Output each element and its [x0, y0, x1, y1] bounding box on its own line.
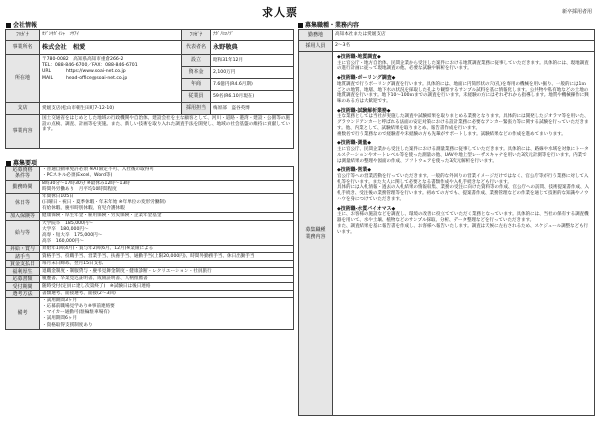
recruit-row	[6, 298, 294, 329]
document-title: 求人票	[262, 6, 298, 19]
rep-name-label: 代表者名	[182, 41, 211, 55]
recruit-row-label: 福利厚生	[6, 268, 40, 276]
job-table	[298, 29, 595, 416]
square-bullet-icon	[6, 161, 11, 166]
duty-item	[337, 54, 590, 72]
capital-label: 資本金	[182, 67, 211, 79]
recruit-row-line: 昇給年1回(4月)・賞与年2回(6月、12月)※業績による	[42, 246, 154, 252]
recruit-section-heading: 募集要項	[6, 158, 37, 167]
recruit-row-line: 履歴書、卒業見込証明書、成績証明書、人柄推薦書	[42, 276, 148, 282]
address-label: 所在地	[6, 55, 40, 103]
count-label: 採用人員	[299, 41, 333, 52]
recruit-row	[6, 268, 294, 276]
duty-body: 主に、お客様の施設などを調査し、環境の改善に役立てていただく業務となっています。具体的には、当社の保有する調査機器を用いて、水や土壌、植物などのサンプル採取、分析、データ整理などを行っていただきます。 また、調査結果を基に報告書を作成し、お客様へ報告いたします。調査は天候に左右されるため、スケジュール調整なども行います。	[337, 212, 589, 235]
company-section-heading: 会社情報	[6, 20, 37, 29]
duty-item	[337, 140, 590, 164]
revenue-label: 年商	[182, 79, 211, 91]
branch-label: 支店	[6, 103, 40, 115]
recruit-row-value	[40, 253, 294, 261]
form-type-label: 新卒採用者用	[561, 9, 592, 15]
duty-item	[337, 167, 590, 202]
employees-label: 従業員	[182, 91, 211, 103]
recruit-row-value	[40, 268, 294, 276]
recruit-row	[6, 193, 294, 212]
duty-body: 地質調査で行うボーリング調査を行います。具体的には、地面に円筒形状の穴(孔)を専用の機械を用い掘り、一般的には1ｍごとの地質、地層、地下水の状況を採取した孔より観察するサンプル試料を基に情報化します。公共物や私有地などの土地の地質調査を行います。地下10～100ｍまでの調査を行います。未経験の方にはそれぞれから指導します。地質や機械操作に興味のある方は大歓迎です。	[337, 81, 589, 104]
duties-list	[335, 53, 592, 239]
recruit-row-line: ・試用期間3ヶ月	[42, 298, 78, 304]
duty-heading: ◆技術職-ボーリング調査◆	[337, 75, 396, 82]
duty-heading: ◆技術職-地質調査◆	[337, 54, 381, 60]
recruit-row-label: 選考方法	[6, 290, 40, 298]
recruit-row-line: 資格手当、役職手当、営業手当、扶養手当、通勤手当(上限20,000円)、時間外勤務手当、休日出勤手当	[42, 253, 255, 259]
duties-label	[299, 52, 333, 416]
recruit-row-line: ・応募前職場見学あり※事前連絡要	[42, 304, 115, 310]
duty-body: 主な業務としては当社が実施した調査や試験結果を取りまとめる業務となります。具体的には開発したジオラマ等を用いた、グラウンドアンカーと呼ばれる法面の安定対策における設計業務に必要なアンカー緊張力等に関する試験を行っていただきます。他、内業として、試験結果を取りまとめ、報告書作成を行います。 複数名で行う業務なので経験者や未経験の方も先輩がサポートします。試験結果などの作成を進めてまいります。	[337, 114, 589, 137]
recruit-row-value	[40, 275, 294, 283]
recruit-row-label: 受付期間	[6, 283, 40, 291]
recruit-row-line: 健康保険・厚生年金・雇用保険・労災保険・企業年金基金	[42, 213, 162, 219]
recruit-row	[6, 283, 294, 291]
recruit-row-label: 諸手当	[6, 253, 40, 261]
job-section-heading: 募集職種・業務内容	[298, 20, 359, 29]
company-furigana: ｶﾌﾞｼｷｶﾞｲｼｬ ｿｳｱｲ	[40, 30, 182, 41]
recruit-row-line: 高専・短大卒 175,000円～	[42, 232, 103, 238]
recruit-row-label: 勤務時間	[6, 180, 40, 193]
postal-address: 〒780-0082 高知県高知市重倉266-2	[42, 57, 124, 62]
company-info-table	[5, 29, 294, 149]
duties-cell	[333, 52, 595, 416]
recruit-row-label: 賃金支払日	[6, 260, 40, 268]
duty-item	[337, 75, 590, 105]
recruit-row-label: 昇給・賞与	[6, 245, 40, 253]
company-name: 株式会社 相愛	[40, 41, 182, 55]
recruit-row	[6, 290, 294, 298]
founded-label: 設立	[182, 55, 211, 67]
company-mail[interactable]: head-office@soai-net.co.jp	[66, 75, 128, 81]
recruit-row	[6, 220, 294, 245]
recruit-row-line: 高卒 160,000円～	[42, 238, 84, 244]
recruit-row-line: ・資格取得支援制度あり	[42, 322, 93, 328]
duty-body: 官公庁等への営業活動を行っていただきます。一般的な外回りの営業イメージだけではなく、官公庁等が行う業務に対して入札等を行います。また大人に関して必要となる書類作成や入札手続きなども行います。 具体的には入札情報・過去の入札結果の情報収集、業務の受注に向けた資料等の作成、官公庁への訪問、技術提案書作成、入札手続き、受注後の業務管理等を行います。初めての方でも、提案書作成、業務管理などの作業を通じて技術的な知識やノウハウを身につけていただきます。	[337, 173, 589, 202]
count-value: 2～3名	[333, 41, 595, 52]
employees-value: 59名(R6.10月現在)	[211, 91, 294, 103]
recruit-row-line: ・試用期間6ヶ月	[42, 316, 78, 322]
recruit-row	[6, 260, 294, 268]
revenue-value: 7.6億円(R4.6月期)	[211, 79, 294, 91]
recruit-row-line: 随時受付(定員に達し次第終了) ※試験日は後日連絡	[42, 283, 151, 289]
location-value: 高知本社または愛媛支店	[333, 30, 595, 41]
rep-name: 永野敬典	[211, 41, 294, 55]
manager-value: 梅原部 盗谷英博	[211, 103, 294, 115]
recruit-row	[6, 275, 294, 283]
company-furigana-label: ﾌﾘｶﾞﾅ	[6, 30, 40, 41]
rep-furigana: ﾅｶﾞﾉﾋﾛﾉﾌﾞ	[211, 30, 294, 41]
business-description: 国土交通省をはじめとした地域の行政機関や自治体、建設会社を主な顧客として、河川・道路・港湾・建設・公園等の施設の点検、調査、計画等を実施。また、新しい技術を取り入れた調査手法を開発し、地域の社会基盤の維持に貢献しています。	[40, 115, 294, 149]
recruit-row-value	[40, 260, 294, 268]
recruit-row-line: ・マイカー通勤可(駐輪駐車場有)	[42, 310, 110, 316]
recruit-table	[5, 166, 294, 330]
recruit-row-line: 有給休暇、慶弔時別休暇、育児介護休暇	[42, 206, 125, 212]
recruit-row-line: ・PCスキル必須(Excel、Word等)	[42, 173, 113, 179]
recruit-row	[6, 213, 294, 221]
recruit-row-line: 時間外労働あり 月平均10時間程度	[42, 186, 117, 192]
recruit-row-line: ・普通自動車免許必須 ※AT限定不可、入社後の取得可	[42, 167, 154, 173]
business-label: 事業内容	[6, 115, 40, 149]
duty-heading: ◆技術職-水質パイオマス◆	[337, 205, 396, 212]
location-label: 勤務地	[299, 30, 333, 41]
recruit-row-label: 給与等	[6, 220, 40, 245]
recruit-row-line: 書類選考、面接選考、面接(2～3回)	[42, 291, 116, 297]
recruit-row-label: 備考	[6, 298, 40, 329]
recruit-row-line: 大学卒 180,000円～	[42, 226, 89, 232]
recruit-row-value	[40, 290, 294, 298]
duty-body: 主に官公庁・地方自治体、民間企業から受注した案件における地質調査業務に従事していただきます。具体的には、現地調査の進行計画に従って現地調査の他、必要な試験や解析を行います。	[337, 60, 589, 72]
mail-line: MAIL head-office@soai-net.co.jp	[42, 75, 128, 81]
recruit-row-value	[40, 298, 294, 329]
duties-label-text: 募集職種 業務内容	[305, 227, 326, 240]
recruit-row	[6, 167, 294, 181]
recruit-row-line: 8時30分～17時30分 ※最休み12時～13時	[42, 180, 130, 186]
recruit-row-line: (日曜日・祝日・夏季休暇・年末年始 ※年単位の変形労働制)	[42, 200, 166, 206]
recruit-row-label: 休日等	[6, 193, 40, 212]
recruit-row-value	[40, 193, 294, 212]
capital-value: 2,100万円	[211, 67, 294, 79]
recruit-row-value	[40, 283, 294, 291]
url-line: URL https://www.soai-net.co.jp	[42, 69, 126, 75]
recruit-row-line: 毎月末日締め、翌月15日支払	[42, 261, 103, 267]
recruit-row-value	[40, 167, 294, 181]
duty-body: 主に官公庁、民間企業から受注した案件における測量業務に従事していただきます。具体的には、路線や水域を対象にトータルステーションやオートレベル等を使った測量の他、UAVや地上型レーザスキャナを用いた3次元計測等を行います。内業では測量結果の整理や図面の作成、ソフトウェアを使った3次元解析を行います。	[337, 147, 589, 164]
tel-fax: TEL：088-846-6700／FAX：088-846-6701	[42, 63, 138, 69]
company-name-label: 事業所名	[6, 41, 40, 55]
duty-heading: ◆技術職-試験解析業務◆	[337, 107, 391, 114]
founded-value: 昭和31年12月	[211, 55, 294, 67]
address-block	[40, 55, 182, 103]
duty-heading: ◆技術職-営業◆	[337, 167, 372, 174]
duty-item	[337, 108, 590, 138]
recruit-row-line: 退職金制度・制服貸与・慶弔見舞金制度・健康診断・レクリエーション・社員旅行	[42, 268, 212, 274]
square-bullet-icon	[6, 23, 11, 28]
duty-heading: ◆技術職-測量◆	[337, 140, 372, 147]
recruit-row-label: 応募書類	[6, 275, 40, 283]
recruit-row	[6, 180, 294, 193]
recruit-row-value	[40, 213, 294, 221]
rep-furigana-label: ﾌﾘｶﾞﾅ	[182, 30, 211, 41]
recruit-row	[6, 253, 294, 261]
recruit-row-value	[40, 245, 294, 253]
recruit-row-line: 年間休日105日	[42, 193, 74, 199]
recruit-row-value	[40, 220, 294, 245]
recruit-row-label: 加入保険等	[6, 213, 40, 221]
recruit-row-label: 応募資格 条件等	[6, 167, 40, 181]
recruit-row	[6, 245, 294, 253]
duty-item	[337, 206, 590, 236]
manager-label: 採用担当	[182, 103, 211, 115]
recruit-row-value	[40, 180, 294, 193]
recruit-row-line: 大学院卒 185,000円～	[42, 220, 94, 226]
branch-value: 愛媛支店(松山市朝生田町7-12-10)	[40, 103, 182, 115]
square-bullet-icon	[298, 23, 303, 28]
company-url[interactable]: https://www.soai-net.co.jp	[66, 69, 126, 75]
